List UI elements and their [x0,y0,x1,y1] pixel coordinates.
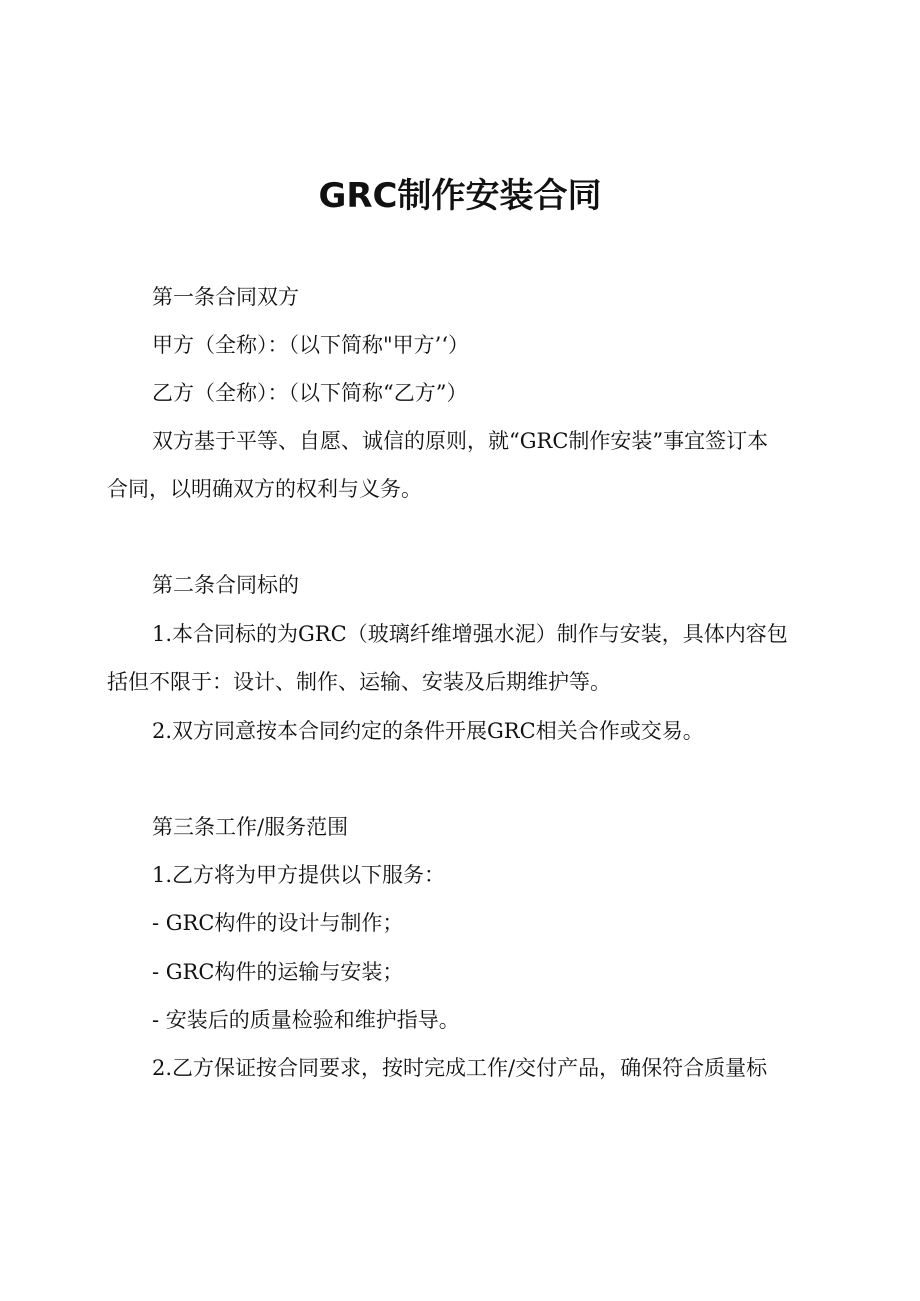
scope-bullet-design: - GRC构件的设计与制作； [152,911,404,935]
document-title: GRC制作安装合同 [318,176,602,216]
scope-item-1: 1.乙方将为甲方提供以下服务： [152,863,446,887]
subject-item-1-line-1: 1.本合同标的为GRC（玻璃纤维增强水泥）制作与安装，具体内容包 [152,622,788,646]
section-3-heading: 第三条工作/服务范围 [152,815,349,839]
party-a-line: 甲方（全称）：（以下简称"甲方’‘） [152,333,470,357]
subject-item-2: 2.双方同意按本合同约定的条件开展GRC相关合作或交易。 [152,719,704,743]
scope-bullet-inspection: - 安装后的质量检验和维护指导。 [152,1008,460,1032]
subject-item-1-line-2: 括但不限于：设计、制作、运输、安装及后期维护等。 [107,670,611,694]
scope-item-2: 2.乙方保证按合同要求，按时完成工作/交付产品，确保符合质量标 [152,1056,768,1080]
section-1-heading: 第一条合同双方 [152,285,299,309]
section-2-heading: 第二条合同标的 [152,573,299,597]
preamble-line-2: 合同，以明确双方的权利与义务。 [107,477,422,501]
preamble-line-1: 双方基于平等、自愿、诚信的原则，就“GRC制作安装”事宜签订本 [152,429,769,453]
party-b-line: 乙方（全称）：（以下简称“乙方”） [152,381,468,405]
scope-bullet-transport: - GRC构件的运输与安装； [152,960,404,984]
